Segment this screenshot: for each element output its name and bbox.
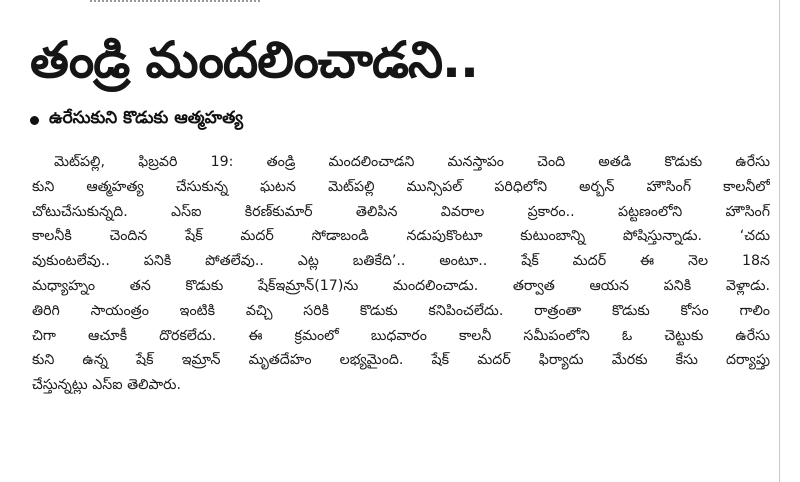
body-line: తిరిగి సాయంత్రం ఇంటికి వచ్చి సరికి కొడుకు కనిపించలేదు. రాత్రంతా కొడుకు కోసం గాలిం — [32, 302, 770, 319]
top-dotted-rule — [90, 0, 260, 5]
body-line: మధ్యాహ్నం తన కొడుకు షేక్ఇమ్రాన్(17)ను మందలించాడు. తర్వాత ఆయన పనికి వెళ్లాడు. — [32, 277, 770, 294]
headline: తండ్రి మందలించాడని.. — [30, 31, 479, 89]
column-divider — [779, 0, 780, 482]
article-body — [32, 150, 770, 398]
body-line: కాలనీకి చెందిన షేక్ మదర్ సోడాబండి నడుపుకొంటూ కుటుంబాన్ని పోషిస్తున్నాడు. ‘చదు — [32, 228, 770, 245]
subheadline-row — [30, 105, 243, 135]
body-line: వుకుంటలేవు.. పనికి పోతలేవు.. ఎట్ల బతికేది’.. అంటూ.. షేక్ మదర్ ఈ నెల 18న — [32, 253, 770, 270]
bullet-icon — [30, 116, 39, 125]
body-line: చేస్తున్నట్లు ఎస్ఐ తెలిపారు. — [32, 377, 181, 394]
body-line: కుని ఆత్మహత్య చేసుకున్న ఘటన మెట్‌పల్లి మున్సిపల్ పరిధిలోని అర్బన్ హౌసింగ్ కాలనీలో — [32, 178, 770, 195]
body-line: మెట్‌పల్లి, ఫిబ్రవరి 19: తండ్రి మందలించాడని మనస్తాపం చెంది అతడి కొడుకు ఉరేసు — [54, 154, 770, 170]
body-line: చోటుచేసుకున్నది. ఎస్ఐ కిరణ్‌కుమార్ తెలిపిన వివరాల ప్రకారం.. పట్టణంలోని హౌసింగ్ — [32, 203, 770, 220]
body-line: చిగా ఆచూకీ దొరకలేదు. ఈ క్రమంలో బుధవారం కాలనీ సమీపంలోని ఓ చెట్టుకు ఉరేసు — [32, 327, 770, 344]
subheadline: ఉరేసుకుని కొడుకు ఆత్మహత్య — [49, 108, 244, 128]
body-line: కుని ఉన్న షేక్ ఇమ్రాన్ మృతదేహం లభ్యమైంది. షేక్ మదర్ ఫిర్యాదు మేరకు కేసు దర్యాప్తు — [32, 352, 770, 369]
